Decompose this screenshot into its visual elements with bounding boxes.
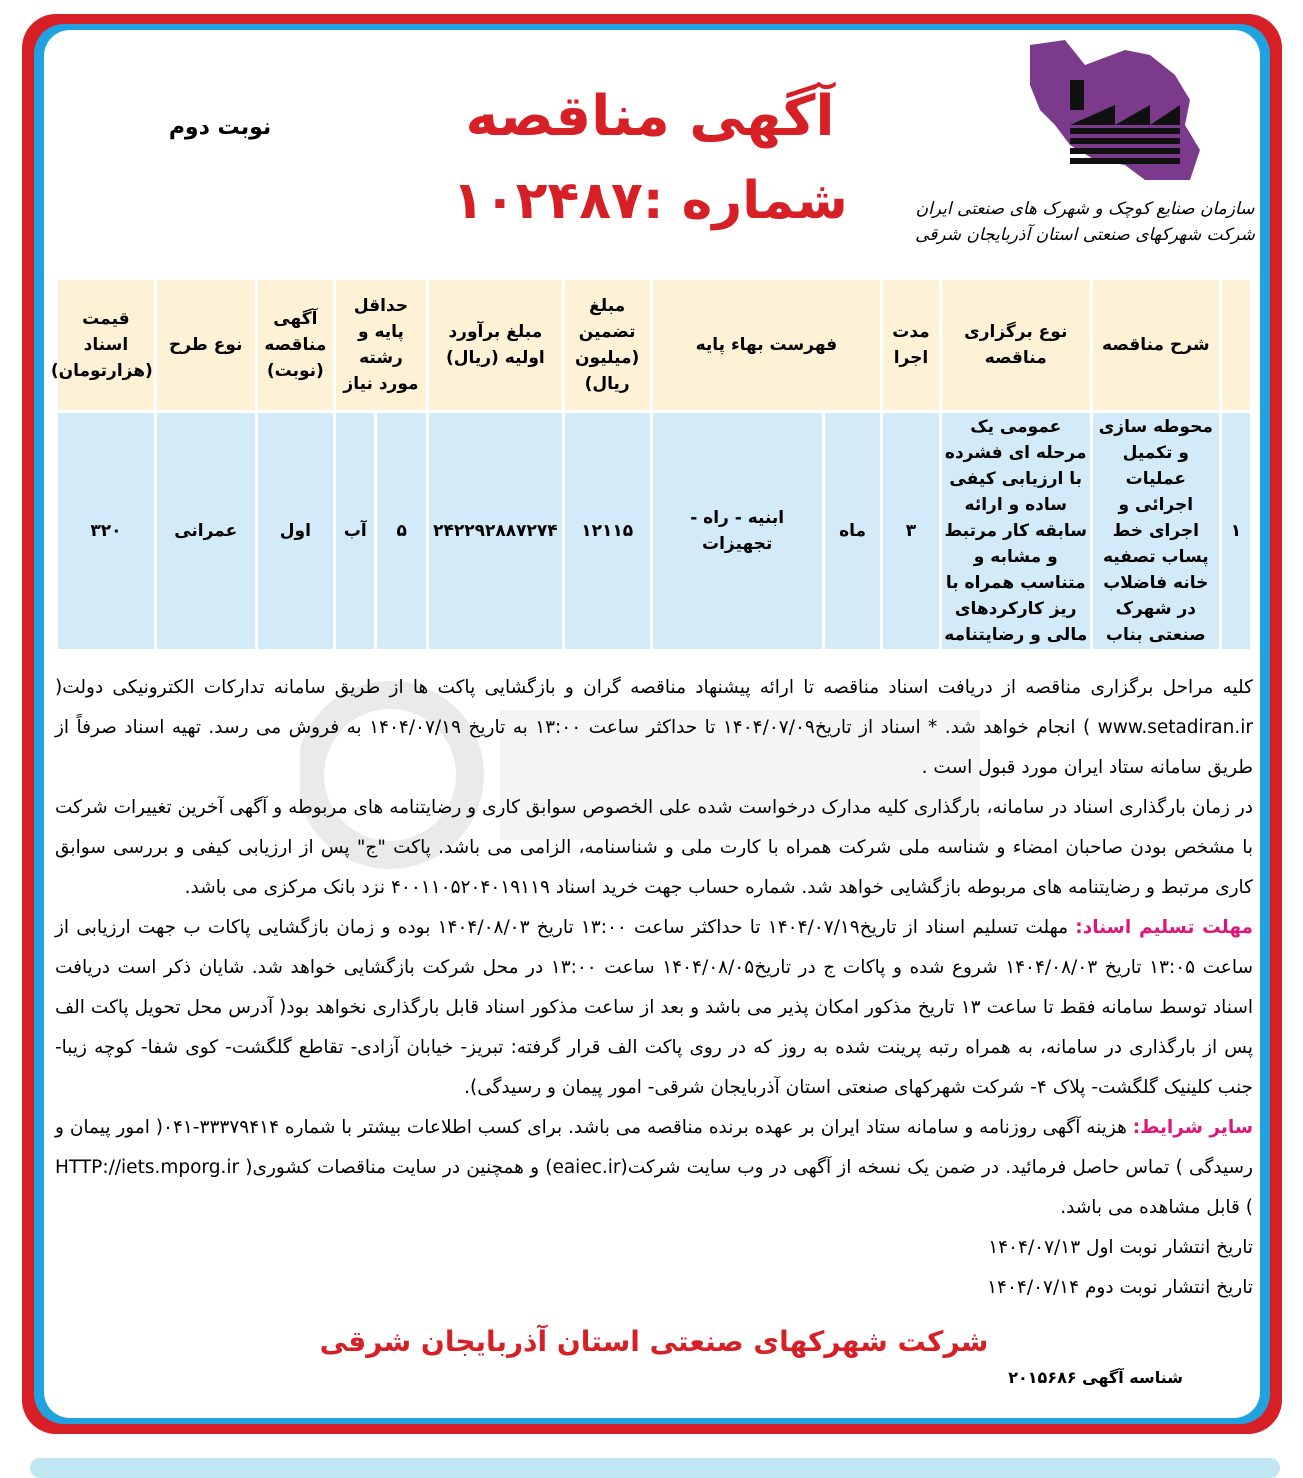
cell-doc-price: ۳۲۰ xyxy=(58,413,154,649)
page-title: آگهی مناقصه xyxy=(465,84,835,149)
cell-price-list: ابنیه - راه - تجهیزات xyxy=(653,413,822,649)
header-type: نوع برگزاری مناقصه xyxy=(942,280,1090,410)
cell-index: ۱ xyxy=(1222,413,1250,649)
ad-content xyxy=(50,277,1254,1390)
header-price-list: فهرست بهاء پایه xyxy=(653,280,881,410)
cell-duration-value: ۳ xyxy=(883,413,938,649)
iran-map-factory-icon xyxy=(975,30,1225,200)
tender-table xyxy=(50,277,1253,652)
header-estimate: مبلغ برآورد اولیه (ریال) xyxy=(429,280,562,410)
header-index xyxy=(1222,280,1250,410)
header-guarantee: مبلغ تضمین (میلیون ریال) xyxy=(565,280,650,410)
table-row xyxy=(58,413,1250,649)
table-header-row xyxy=(58,280,1250,410)
bottom-strip xyxy=(30,1458,1280,1478)
organization-logo xyxy=(975,30,1225,200)
header-plan-type: نوع طرح xyxy=(157,280,255,410)
cell-duration-unit: ماه xyxy=(825,413,880,649)
ad-body xyxy=(55,668,1253,1308)
footer-company: شرکت شهرکهای صنعتی استان آذربایجان شرقی xyxy=(319,1325,989,1358)
logo-captions xyxy=(915,196,1255,248)
paragraph-deadline xyxy=(55,908,1253,1108)
tender-number: شماره :۱۰۲۴۸۷ xyxy=(452,171,848,231)
paragraph-other xyxy=(55,1108,1253,1228)
publish-date-2: تاریخ انتشار نوبت دوم ۱۴۰۴/۰۷/۱۴ xyxy=(987,1277,1253,1298)
cell-guarantee: ۱۲۱۱۵ xyxy=(565,413,650,649)
publish-date-1: تاریخ انتشار نوبت اول ۱۴۰۴/۰۷/۱۳ xyxy=(988,1237,1253,1258)
header-duration: مدت اجرا xyxy=(883,280,938,410)
round-label: نوبت دوم xyxy=(168,115,272,140)
cell-description: محوطه سازی و تکمیل عملیات اجرائی و اجرای خط پساب تصفیه خانه فاضلاب در شهرک صنعتی بناب xyxy=(1093,413,1219,649)
paragraph-process: کلیه مراحل برگزاری مناقصه از دریافت اسناد مناقصه تا ارائه پیشنهاد مناقصه گران و بازگشایی پاکت ها از طریق سامانه تدارکات الکترونیکی دولت( www.setadiran.ir ) انجام خواهد شد. * اسناد از تاریخ۱۴۰۴/۰۷/۰۹ تا حداکثر ساعت ۱۳:۰۰ به تاریخ ۱۴۰۴/۰۷/۱۹ به فروش می رسد. تهیه اسناد صرفاً از طریق سامانه ستاد ایران مورد قبول است . xyxy=(55,677,1253,778)
cell-round: اول xyxy=(258,413,334,649)
header-round: آگهی مناقصه (نوبت) xyxy=(258,280,334,410)
logo-caption-2: شرکت شهرکهای صنعتی استان آذربایجان شرقی xyxy=(915,225,1255,245)
cell-plan-type: عمرانی xyxy=(157,413,255,649)
cell-grade-field: آب xyxy=(336,413,374,649)
header-description: شرح مناقصه xyxy=(1093,280,1219,410)
cell-type: عمومی یک مرحله ای فشرده با ارزیابی کیفی ساده و ارائه سابقه کار مرتبط و مشابه و متناسب همراه با ریز کارکردهای مالی و رضایتنامه xyxy=(942,413,1090,649)
logo-caption-1: سازمان صنایع کوچک و شهرک های صنعتی ایران xyxy=(915,199,1255,219)
ad-id: شناسه آگهی ۲۰۱۵۶۸۶ xyxy=(1008,1368,1183,1387)
deadline-text: مهلت تسلیم اسناد از تاریخ۱۴۰۴/۰۷/۱۹ تا حداکثر ساعت ۱۳:۰۰ تاریخ ۱۴۰۴/۰۸/۰۳ بوده و زمان بازگشایی پاکات ب جهت ارزیابی از ساعت ۱۳:۰۵ تاریخ ۱۴۰۴/۰۸/۰۳ شروع شده و پاکات ج در تاریخ۱۴۰۴/۰۸/۰۵ ساعت ۱۳:۰۰ در محل شرکت بازگشایی خواهد شد. شایان ذکر است دریافت اسناد توسط سامانه فقط تا ساعت ۱۳ تاریخ مذکور امکان پذیر می باشد و بعد از ساعت مذکور اسناد قابل بارگذاری نخواهد بود( آدرس محل تحویل پاکت الف پس از بارگذاری در سامانه، به همراه رتبه پرینت شده به روز که در روی پاکت الف قرار گرفته: تبریز- خیابان آزادی- تقاطع گلگشت- کوی شفا- کوچه زیبا- جنب کلینیک گلگشت- پلاک ۴- شرکت شهرکهای صنعتی استان آذربایجان شرقی- امور پیمان و رسیدگی). xyxy=(55,917,1253,1098)
cell-estimate: ۲۴۲۲۹۲۸۸۷۲۷۴ xyxy=(429,413,562,649)
other-conditions-text: هزینه آگهی روزنامه و سامانه ستاد ایران بر عهده برنده مناقصه می باشد. برای کسب اطلاعات بیشتر با شماره ۳۳۳۷۹۴۱۴-۰۴۱( امور پیمان و رسیدگی ) تماس حاصل فرمائید. در ضمن یک نسخه از آگهی در وب سایت شرکت(eaiec.ir) و همچنین در سایت مناقصات کشوری( HTTP://iets.mporg.ir ) قابل مشاهده می باشد. xyxy=(55,1117,1253,1218)
paragraph-upload: در زمان بارگذاری اسناد در سامانه، بارگذاری کلیه مدارک درخواست شده علی الخصوص سوابق کاری و رضایتنامه های مربوطه و آگهی آخرین تغییرات شرکت با مشخص بودن صاحبان امضاء و شناسه ملی شرکت همراه با کارت ملی و شناسنامه، الزامی می باشد. پاکت "ج" پس از ارزیابی کیفی و بررسی سوابق کاری مرتبط و رضایتنامه های مربوطه بازگشایی خواهد شد. شماره حساب جهت خرید اسناد ۴۰۰۱۱۰۵۲۰۴۰۱۹۱۱۹ نزد بانک مرکزی می باشد. xyxy=(55,797,1253,898)
cell-grade-value: ۵ xyxy=(377,413,425,649)
other-conditions-label: سایر شرایط: xyxy=(1132,1117,1254,1138)
header-doc-price: قیمت اسناد (هزارتومان) xyxy=(58,280,154,410)
header-grade: حداقل پایه و رشته مورد نیاز xyxy=(336,280,426,410)
deadline-label: مهلت تسلیم اسناد: xyxy=(1075,917,1253,938)
